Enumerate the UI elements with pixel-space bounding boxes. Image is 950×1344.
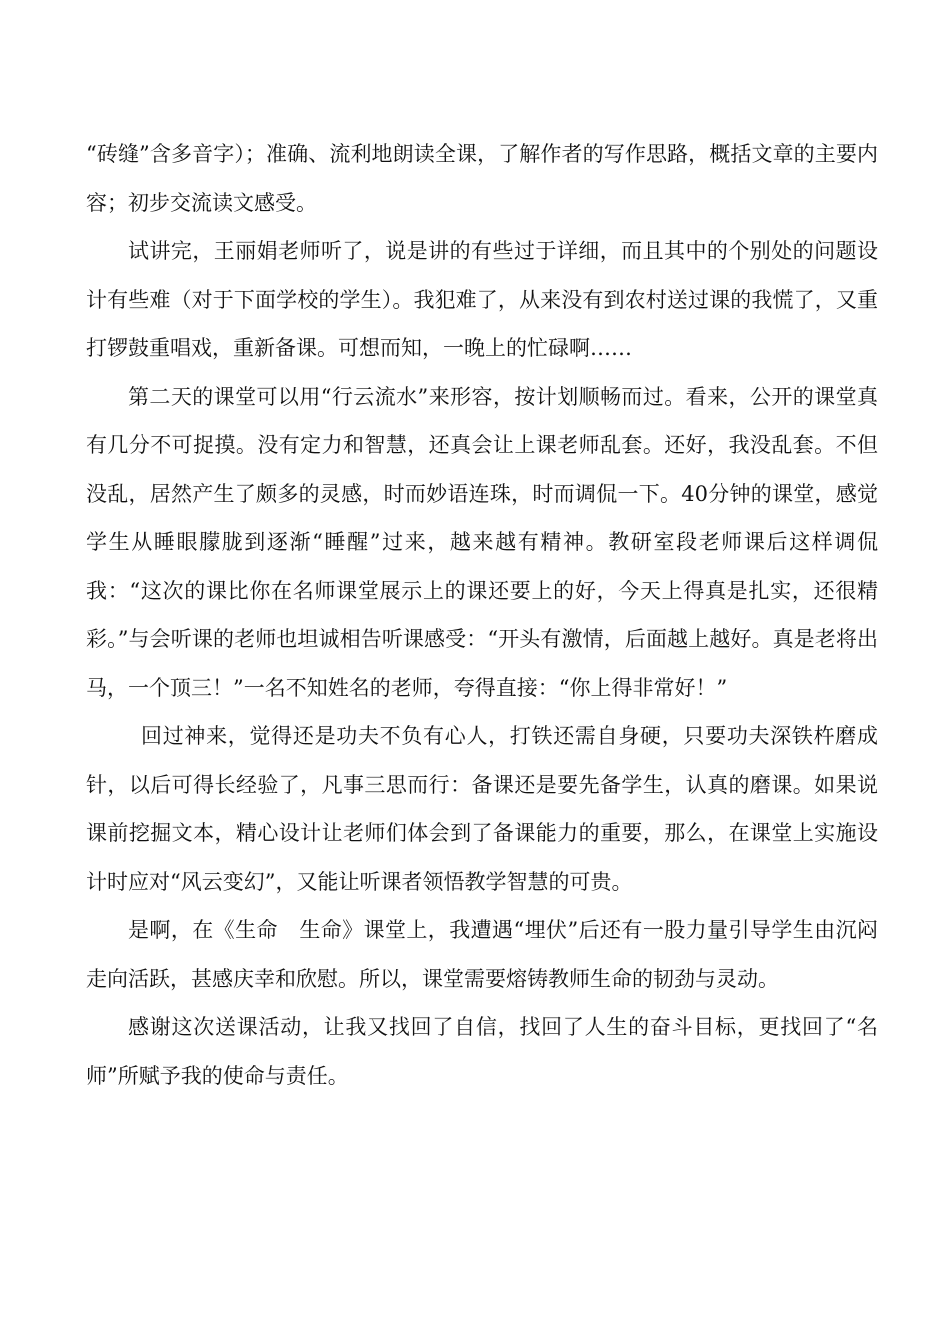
paragraph-gratitude: 感谢这次送课活动，让我又找回了自信，找回了人生的奋斗目标，更找回了“名师”所赋予我的使命与责任。 xyxy=(86,1015,878,1088)
paragraph-continuation: “砖缝”含多音字）；准确、流利地朗读全课，了解作者的写作思路，概括文章的主要内容；初步交流读文感受。 xyxy=(86,142,878,215)
paragraph-life-lesson: 是啊，在《生命 生命》课堂上，我遭遇“埋伏”后还有一股力量引导学生由沉闷走向活跃，甚感庆幸和欣慰。所以，课堂需要熔铸教师生命的韧劲与灵动。 xyxy=(86,918,878,991)
body-text xyxy=(86,130,878,1100)
paragraph-trial-lesson: 试讲完，王丽娟老师听了，说是讲的有些过于详细，而且其中的个别处的问题设计有些难（对于下面学校的学生）。我犯难了，从来没有到农村送过课的我慌了，又重打锣鼓重唱戏，重新备课。可想而知，一晚上的忙碌啊…… xyxy=(86,239,878,360)
paragraph-second-day: 第二天的课堂可以用“行云流水”来形容，按计划顺畅而过。看来，公开的课堂真有几分不可捉摸。没有定力和智慧，还真会让上课老师乱套。还好，我没乱套。不但没乱，居然产生了颇多的灵感，时而妙语连珠，时而调侃一下。40分钟的课堂，感觉学生从睡眼朦胧到逐渐“睡醒”过来，越来越有精神。教研室段老师课后这样调侃我：“这次的课比你在名师课堂展示上的课还要上的好，今天上得真是扎实，还很精彩。”与会听课的老师也坦诚相告听课感受：“开头有激情，后面越上越好。真是老将出马，一个顶三！”一名不知姓名的老师，夸得直接：“你上得非常好！” xyxy=(86,384,878,700)
paragraph-reflection: 回过神来，觉得还是功夫不负有心人，打铁还需自身硬，只要功夫深铁杵磨成针，以后可得长经验了，凡事三思而行：备课还是要先备学生，认真的磨课。如果说课前挖掘文本，精心设计让老师们体会到了备课能力的重要，那么，在课堂上实施设计时应对“风云变幻”，又能让听课者领悟教学智慧的可贵。 xyxy=(86,724,878,894)
